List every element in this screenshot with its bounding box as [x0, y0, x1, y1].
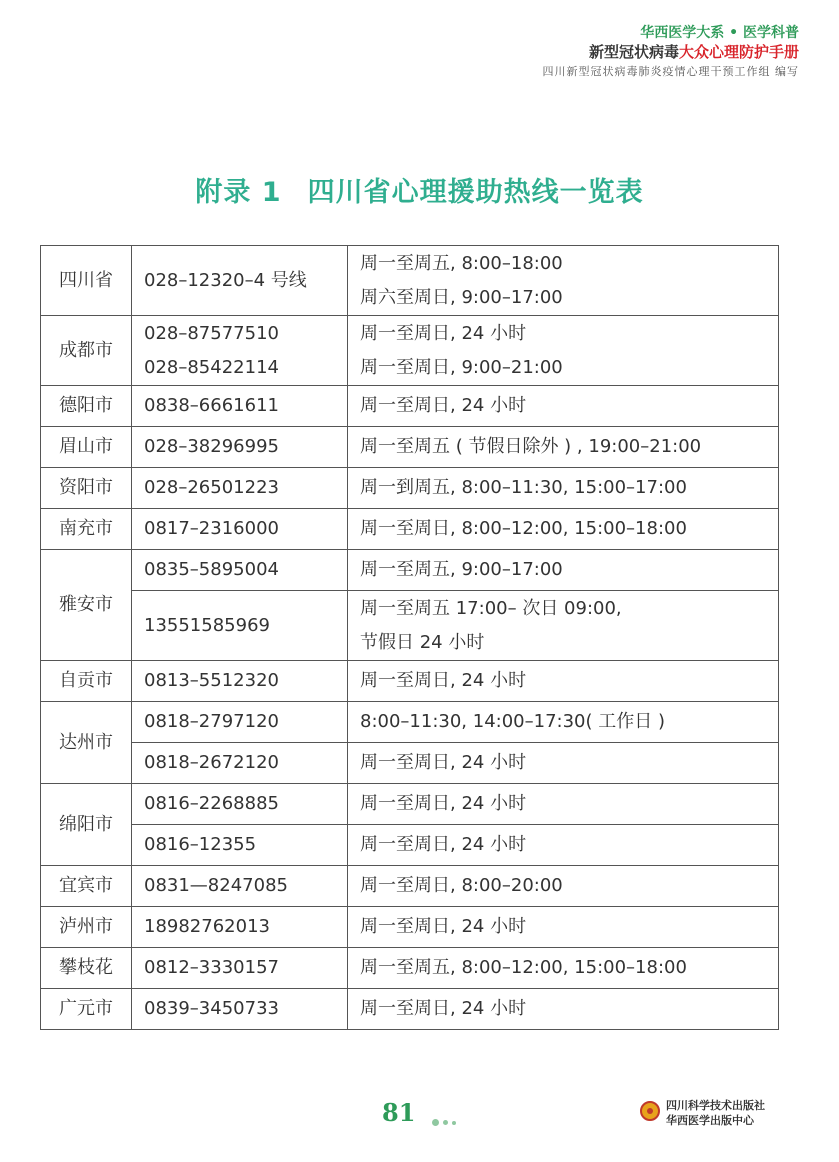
service-hours: 周一至周五, 9:00–17:00	[360, 559, 563, 580]
hours-cell	[348, 743, 779, 784]
table-row	[41, 702, 779, 743]
table-row	[41, 866, 779, 907]
phone-number: 0817–2316000	[144, 518, 279, 539]
city-cell: 眉山市	[41, 427, 132, 468]
service-hours: 周一至周日, 24 小时	[360, 793, 527, 814]
phone-number: 0818–2672120	[144, 752, 279, 773]
service-hours: 周一至周日, 24 小时	[360, 322, 527, 344]
phone-cell	[132, 989, 348, 1030]
phone-number: 0839–3450733	[144, 998, 279, 1019]
publisher-logo-icon	[640, 1101, 660, 1121]
hours-cell	[348, 550, 779, 591]
city-cell: 广元市	[41, 989, 132, 1030]
hours-cell	[348, 948, 779, 989]
appendix-label: 附录 1	[195, 177, 282, 208]
phone-number: 0831—8247085	[144, 875, 288, 896]
phone-number: 0816–2268885	[144, 793, 279, 814]
phone-number: 0835–5895004	[144, 559, 279, 580]
service-hours: 8:00–11:30, 14:00–17:30( 工作日 )	[360, 711, 665, 732]
service-hours: 周一至周日, 8:00–20:00	[360, 875, 563, 896]
phone-number: 028–26501223	[144, 477, 279, 498]
city-cell: 泸州市	[41, 907, 132, 948]
service-hours: 周一至周日, 24 小时	[360, 395, 527, 416]
city-cell: 德阳市	[41, 386, 132, 427]
city-cell: 南充市	[41, 509, 132, 550]
phone-cell	[132, 825, 348, 866]
phone-number: 028–38296995	[144, 436, 279, 457]
phone-cell	[132, 591, 348, 661]
book-title-highlight: 大众心理防护手册	[678, 43, 799, 61]
service-hours: 周一至周日, 24 小时	[360, 834, 527, 855]
table-row	[41, 661, 779, 702]
page-dots-ornament	[432, 1112, 460, 1131]
appendix-heading: 四川省心理援助热线一览表	[307, 177, 644, 208]
phone-number: 028–87577510	[144, 322, 279, 344]
publisher-names	[666, 1098, 765, 1128]
service-hours: 周一至周日, 24 小时	[360, 670, 527, 691]
phone-cell	[132, 550, 348, 591]
phone-number: 0813–5512320	[144, 670, 279, 691]
publisher-name-1: 四川科学技术出版社	[666, 1099, 765, 1112]
table-row	[41, 386, 779, 427]
phone-number: 028–12320–4 号线	[144, 269, 307, 291]
service-hours: 周一到周五, 8:00–11:30, 15:00–17:00	[360, 477, 687, 498]
hours-cell	[348, 702, 779, 743]
table-row	[41, 550, 779, 591]
city-cell: 攀枝花	[41, 948, 132, 989]
hours-cell	[348, 989, 779, 1030]
phone-cell	[132, 702, 348, 743]
city-cell: 成都市	[41, 316, 132, 386]
series-name: 华西医学大系 • 医学科普	[640, 25, 799, 41]
service-hours: 周一至周五, 8:00–18:00	[360, 252, 563, 274]
page-header	[543, 24, 800, 80]
service-hours: 周六至周日, 9:00–17:00	[360, 286, 563, 308]
phone-cell	[132, 427, 348, 468]
table-row	[41, 989, 779, 1030]
phone-cell	[132, 246, 348, 316]
phone-number: 13551585969	[144, 614, 270, 636]
phone-cell	[132, 948, 348, 989]
table-row	[41, 825, 779, 866]
table-row	[41, 316, 779, 386]
editors-line: 四川新型冠状病毒肺炎疫情心理干预工作组 编写	[542, 65, 799, 78]
hours-cell	[348, 661, 779, 702]
publisher-name-2: 华西医学出版中心	[666, 1114, 754, 1127]
phone-cell	[132, 743, 348, 784]
page-number: 81	[382, 1098, 416, 1127]
hours-cell	[348, 825, 779, 866]
service-hours: 周一至周五 17:00– 次日 09:00,	[360, 597, 622, 619]
hours-cell	[348, 784, 779, 825]
hours-cell	[348, 509, 779, 550]
phone-number: 0818–2797120	[144, 711, 279, 732]
city-cell: 绵阳市	[41, 784, 132, 866]
table-row	[41, 743, 779, 784]
phone-cell	[132, 907, 348, 948]
book-title-main: 新型冠状病毒	[588, 43, 679, 61]
hours-cell	[348, 386, 779, 427]
phone-cell	[132, 468, 348, 509]
service-hours: 周一至周五 ( 节假日除外 ) , 19:00–21:00	[360, 436, 702, 457]
appendix-title	[0, 170, 839, 209]
city-cell: 四川省	[41, 246, 132, 316]
table-row	[41, 427, 779, 468]
service-hours: 周一至周日, 9:00–21:00	[360, 356, 563, 378]
hours-cell	[348, 468, 779, 509]
phone-cell	[132, 661, 348, 702]
phone-number: 0838–6661611	[144, 395, 279, 416]
phone-cell	[132, 509, 348, 550]
service-hours: 周一至周日, 24 小时	[360, 916, 527, 937]
hours-cell	[348, 246, 779, 316]
table-row	[41, 509, 779, 550]
table-row	[41, 784, 779, 825]
table-row	[41, 591, 779, 661]
hours-cell	[348, 866, 779, 907]
city-cell: 资阳市	[41, 468, 132, 509]
table-row	[41, 948, 779, 989]
city-cell: 宜宾市	[41, 866, 132, 907]
service-hours: 周一至周日, 24 小时	[360, 998, 527, 1019]
book-title	[543, 42, 800, 62]
service-hours: 节假日 24 小时	[360, 631, 485, 653]
service-hours: 周一至周日, 8:00–12:00, 15:00–18:00	[360, 518, 687, 539]
service-hours: 周一至周日, 24 小时	[360, 752, 527, 773]
hotline-table-body	[41, 246, 779, 1030]
phone-cell	[132, 386, 348, 427]
table-row	[41, 468, 779, 509]
table-row	[41, 907, 779, 948]
city-cell: 自贡市	[41, 661, 132, 702]
phone-cell	[132, 866, 348, 907]
hotline-table	[40, 245, 779, 1030]
phone-number: 028–85422114	[144, 356, 279, 378]
hours-cell	[348, 427, 779, 468]
hours-cell	[348, 591, 779, 661]
city-cell: 雅安市	[41, 550, 132, 661]
phone-number: 0816–12355	[144, 834, 257, 855]
phone-number: 0812–3330157	[144, 957, 279, 978]
hours-cell	[348, 907, 779, 948]
phone-cell	[132, 316, 348, 386]
city-cell: 达州市	[41, 702, 132, 784]
phone-cell	[132, 784, 348, 825]
table-row	[41, 246, 779, 316]
service-hours: 周一至周五, 8:00–12:00, 15:00–18:00	[360, 957, 687, 978]
phone-number: 18982762013	[144, 916, 270, 937]
hours-cell	[348, 316, 779, 386]
